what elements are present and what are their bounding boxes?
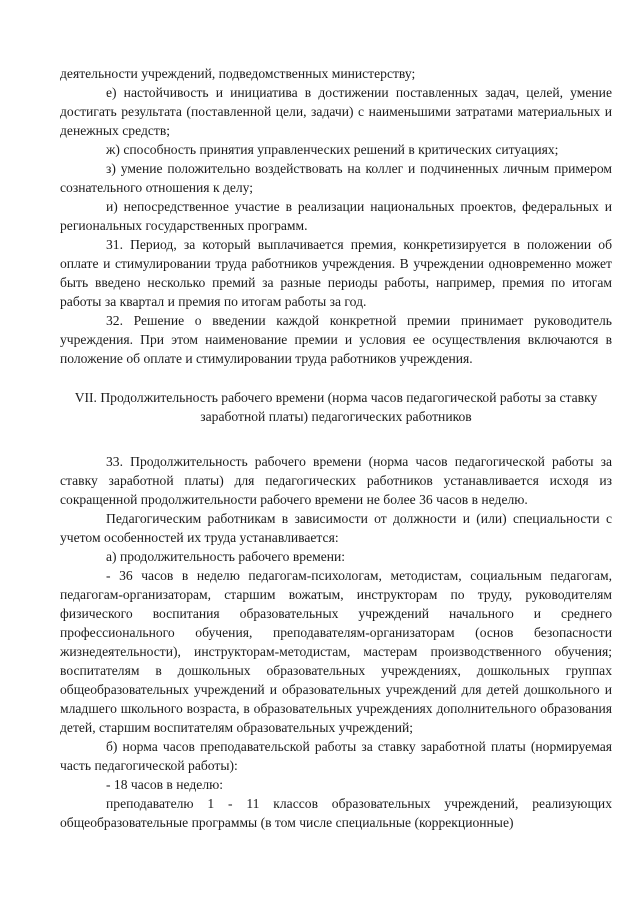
paragraph: - 18 часов в неделю: [106, 777, 224, 792]
paragraph: преподавателю 1 - 11 классов образовательных учреждений, реализующих общеобразовательные программы (в том числе специальные (коррекционные) [60, 796, 612, 830]
paragraph: деятельности учреждений, подведомственных министерству; [60, 66, 416, 81]
paragraph: б) норма часов преподавательской работы за ставку заработной платы (нормируемая часть педагогической работы): [60, 739, 612, 773]
paragraph: ж) способность принятия управленческих решений в критических ситуациях; [106, 142, 559, 157]
paragraph: а) продолжительность рабочего времени: [106, 549, 346, 564]
paragraph: з) умение положительно воздействовать на коллег и подчиненных личным примером сознательного отношения к делу; [60, 161, 612, 195]
paragraph: 32. Решение о введении каждой конкретной премии принимает руководитель учреждения. При этом наименование премии и условия ее осуществления включаются в положение об оплате и стимулировании труда работников учреждения. [60, 313, 612, 366]
paragraph: 31. Период, за который выплачивается премия, конкретизируется в положении об оплате и стимулировании труда работников учреждения. В учреждении одновременно может быть введено несколько премий за разные периоды работы, например, премия по итогам работы за квартал и премия по итогам работы за год. [60, 237, 612, 309]
paragraphs-top [60, 64, 612, 368]
paragraph: 33. Продолжительность рабочего времени (норма часов педагогической работы за ставку заработной платы) для педагогических работников устанавливается исходя из сокращенной продолжительности рабочего времени не более 36 часов в неделю. [60, 454, 612, 507]
section-heading: VII. Продолжительность рабочего времени (норма часов педагогической работы за ставку заработной платы) педагогических работников [74, 390, 598, 424]
paragraph: и) непосредственное участие в реализации национальных проектов, федеральных и региональных государственных программ. [60, 199, 612, 233]
document-page [60, 64, 612, 832]
paragraphs-bottom [60, 452, 612, 832]
paragraph: - 36 часов в неделю педагогам-психологам, методистам, социальным педагогам, педагогам-организаторам, старшим вожатым, инструкторам по труду, руководителям физического воспитания образовательных учреждений начального и среднего профессионального обучения, преподавателям-организаторам (основ безопасности жизнедеятельности), инструкторам-методистам, мастерам производственного обучения; воспитателям в дошкольных образовательных учреждениях, дошкольных группах общеобразовательных учреждений и образовательных учреждений для детей дошкольного и младшего школьного возраста, в образовательных учреждениях дополнительного образования детей, старшим воспитателям образовательных учреждений; [60, 568, 612, 735]
paragraph: е) настойчивость и инициатива в достижении поставленных задач, целей, умение достигать результата (поставленной цели, задачи) с наименьшими затратами материальных и денежных средств; [60, 85, 612, 138]
paragraph: Педагогическим работникам в зависимости от должности и (или) специальности с учетом особенностей их труда устанавливается: [60, 511, 612, 545]
